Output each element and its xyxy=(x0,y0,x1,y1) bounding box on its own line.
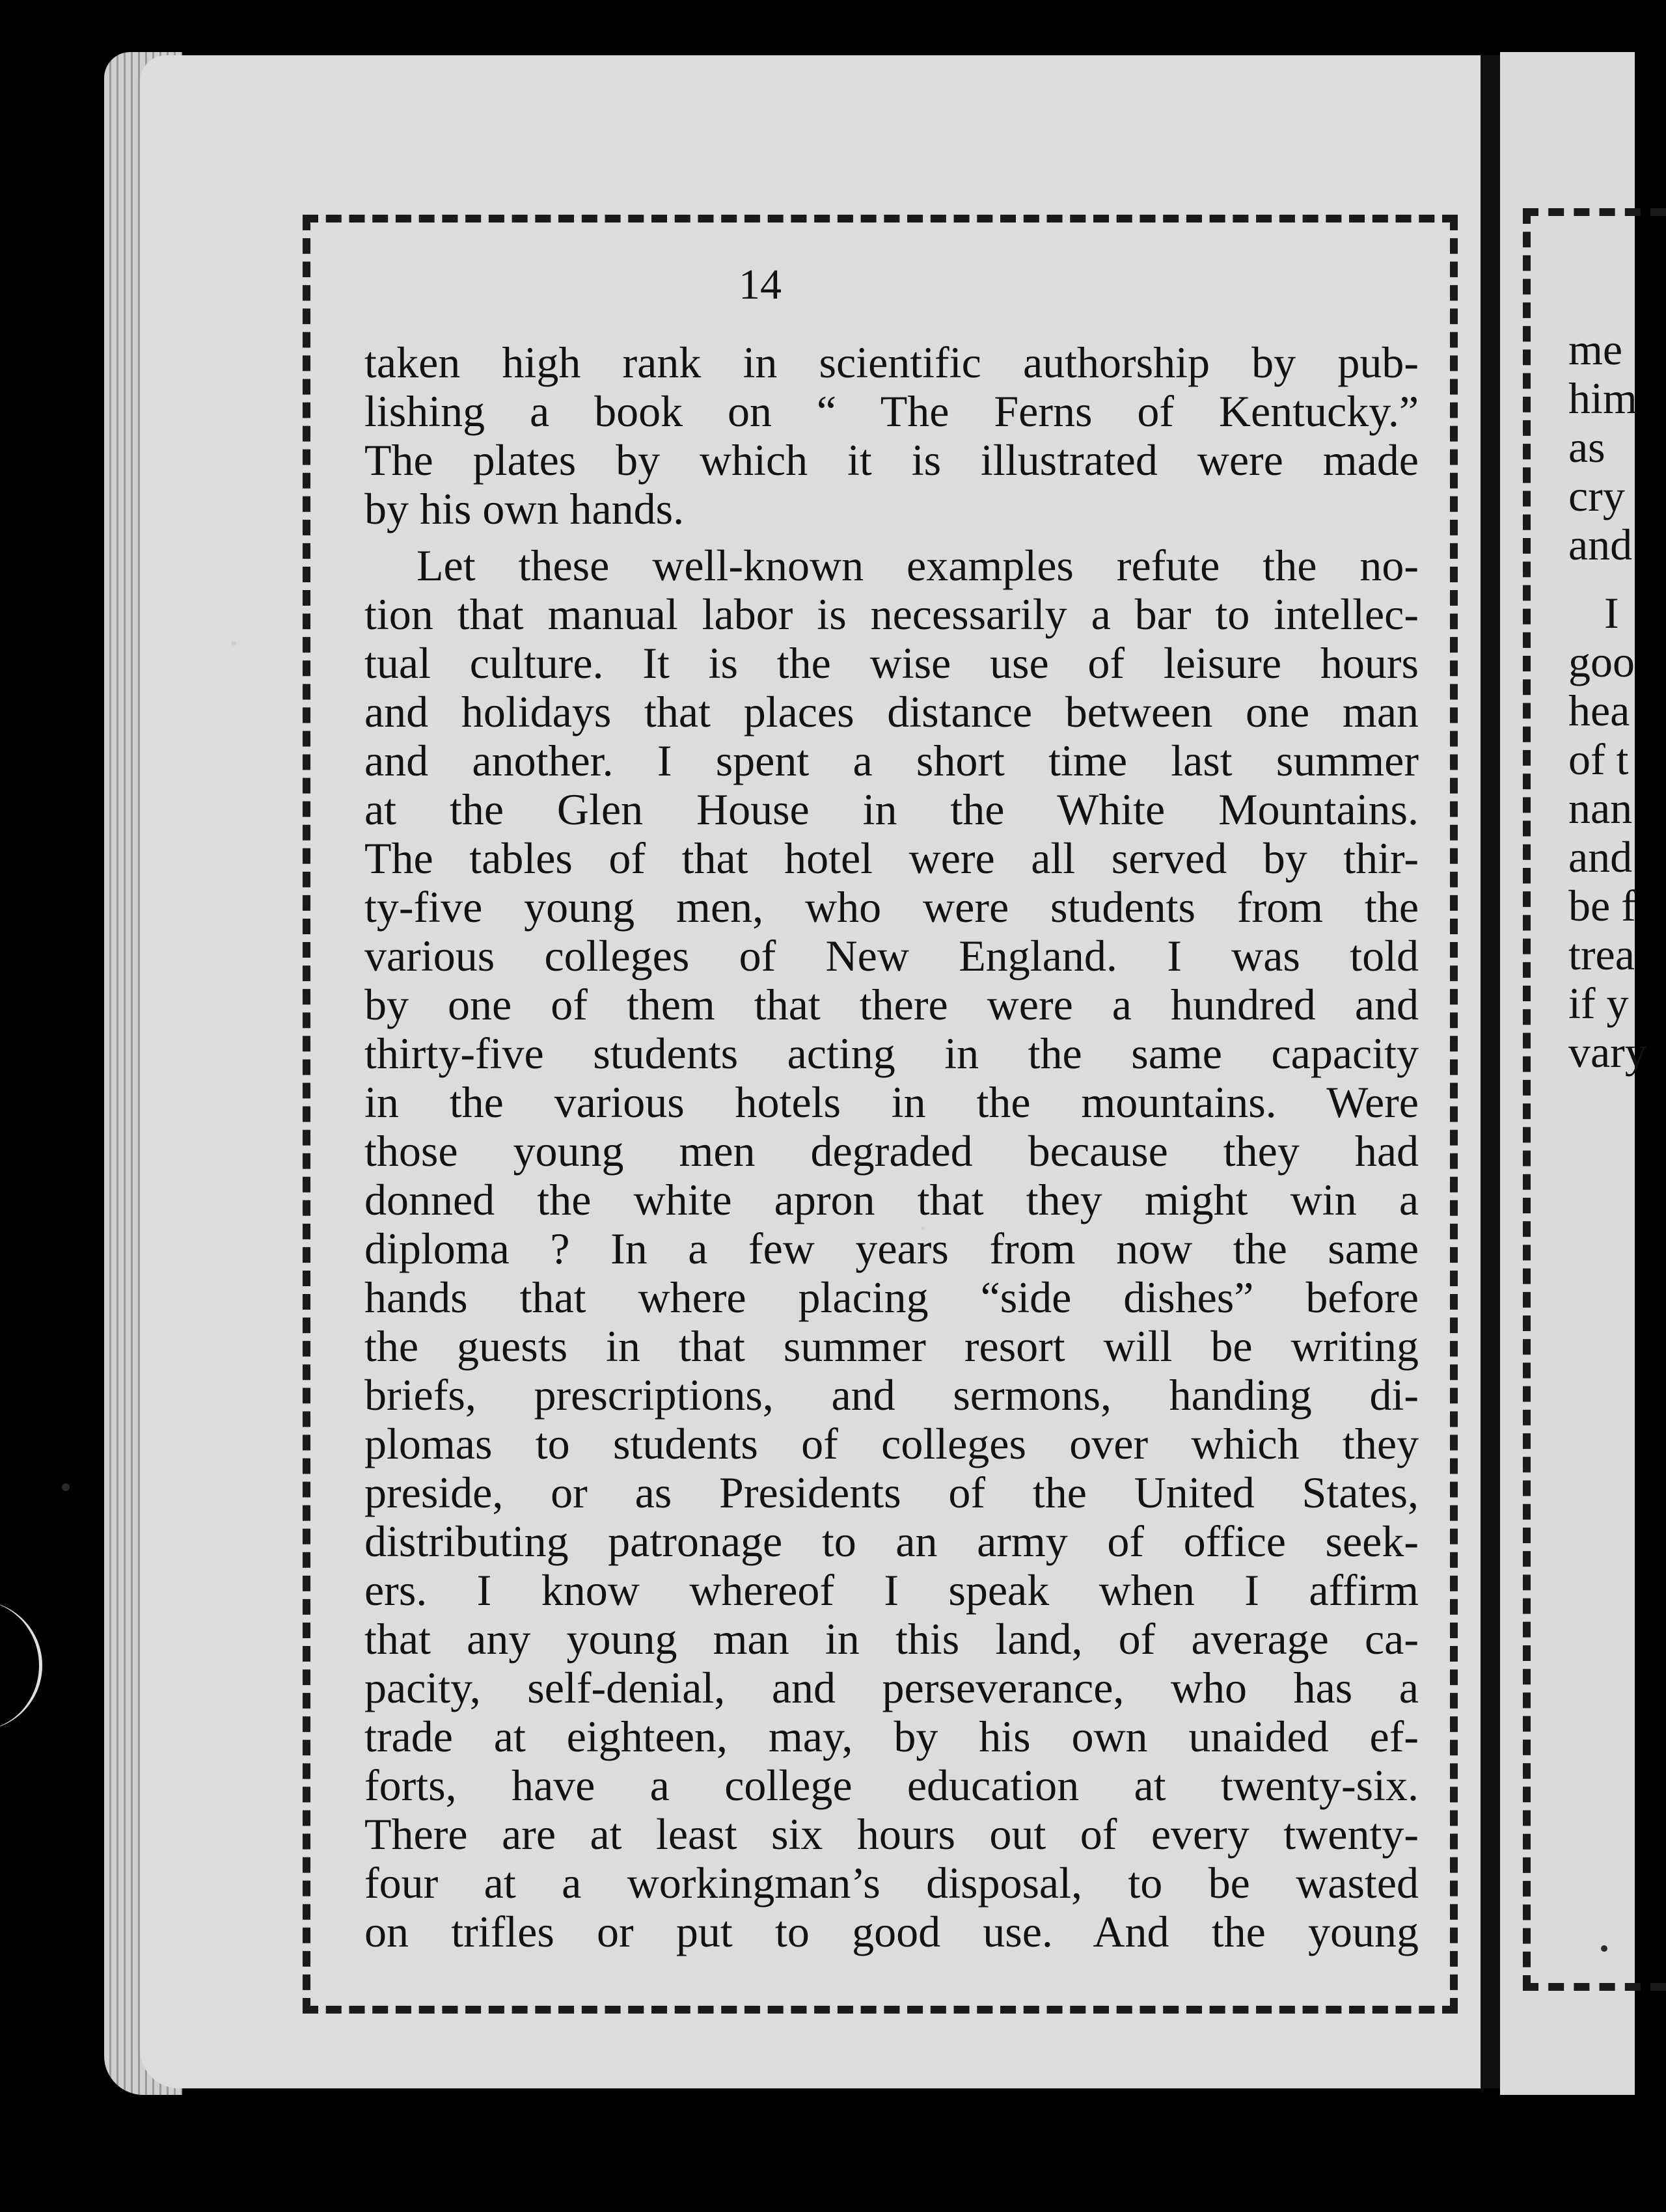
text-line: and another. I spent a short time last summer xyxy=(364,736,1419,785)
next-page-fragment: nan xyxy=(1568,783,1633,833)
next-page-fragment: vary xyxy=(1568,1027,1647,1077)
text-line: thirty-five students acting in the same capacity xyxy=(364,1029,1419,1078)
paragraph-gap xyxy=(1568,569,1635,589)
text-line: There are at least six hours out of every twenty- xyxy=(364,1809,1419,1859)
next-page-fragment: trea xyxy=(1568,930,1635,979)
text-line: four at a workingman’s disposal, to be wasted xyxy=(364,1858,1419,1908)
body-text xyxy=(364,338,1419,1956)
text-line: in the various hotels in the mountains. Were xyxy=(364,1077,1419,1127)
text-line: diploma ? In a few years from now the same xyxy=(364,1224,1419,1273)
text-line: preside, or as Presidents of the United States, xyxy=(364,1468,1419,1517)
next-page-fragment: hea xyxy=(1568,686,1630,735)
text-line: taken high rank in scientific authorship by pub- xyxy=(364,338,1419,387)
next-page-fragment: goo xyxy=(1568,637,1635,686)
book-gutter xyxy=(1481,55,1500,2088)
text-line: The plates by which it is illustrated were made xyxy=(364,435,1419,485)
text-line: ty-five young men, who were students from the xyxy=(364,882,1419,932)
next-page-text-fragments xyxy=(1568,325,1647,1077)
text-line: briefs, prescriptions, and sermons, handing di- xyxy=(364,1370,1419,1420)
text-line: ers. I know whereof I speak when I affirm xyxy=(364,1565,1419,1615)
text-line: lishing a book on “ The Ferns of Kentucky.” xyxy=(364,386,1419,436)
next-page-fragment: and xyxy=(1568,832,1633,882)
next-page-fragment: be f xyxy=(1568,881,1636,930)
film-speck xyxy=(62,1483,70,1491)
text-line: trade at eighteen, may, by his own unaided ef- xyxy=(364,1712,1419,1761)
next-page-fragment: him xyxy=(1568,373,1637,423)
next-page-fragment: of t xyxy=(1568,735,1629,784)
text-line: that any young man in this land, of average ca- xyxy=(364,1614,1419,1664)
text-line: forts, have a college education at twenty-six. xyxy=(364,1760,1419,1810)
text-line: tion that manual labor is necessarily a bar to intellec- xyxy=(364,589,1419,639)
text-line: by his own hands. xyxy=(364,484,685,533)
film-scratch xyxy=(0,1600,42,1731)
text-line: on trifles or put to good use. And the young xyxy=(364,1907,1419,1956)
text-line: distributing patronage to an army of office seek- xyxy=(364,1517,1419,1566)
text-line: The tables of that hotel were all served by thir- xyxy=(364,833,1419,883)
next-page-fragment: me xyxy=(1568,325,1623,374)
text-line: Let these well-known examples refute the no- xyxy=(416,541,1419,590)
text-line: by one of them that there were a hundred and xyxy=(364,980,1419,1029)
text-line: at the Glen House in the White Mountains. xyxy=(364,785,1419,834)
text-line: donned the white apron that they might win a xyxy=(364,1175,1419,1224)
text-line: pacity, self-denial, and perseverance, who has a xyxy=(364,1663,1419,1712)
text-line: plomas to students of colleges over which they xyxy=(364,1419,1419,1468)
text-line: tual culture. It is the wise use of leisure hours xyxy=(364,638,1419,688)
next-page-fragment: I xyxy=(1604,588,1619,638)
next-page-fragment: and xyxy=(1568,520,1633,569)
text-line: those young men degraded because they had xyxy=(364,1126,1419,1176)
next-page-fragment: cry xyxy=(1568,471,1625,520)
text-line: and holidays that places distance between one man xyxy=(364,687,1419,736)
text-line: various colleges of New England. I was told xyxy=(364,931,1419,980)
page-number: 14 xyxy=(739,261,782,308)
next-page-fragment: if y xyxy=(1568,978,1629,1028)
text-line: hands that where placing “side dishes” before xyxy=(364,1273,1419,1322)
text-line: the guests in that summer resort will be writing xyxy=(364,1321,1419,1371)
film-speck xyxy=(1601,1945,1607,1952)
next-page-fragment: as xyxy=(1568,422,1605,472)
